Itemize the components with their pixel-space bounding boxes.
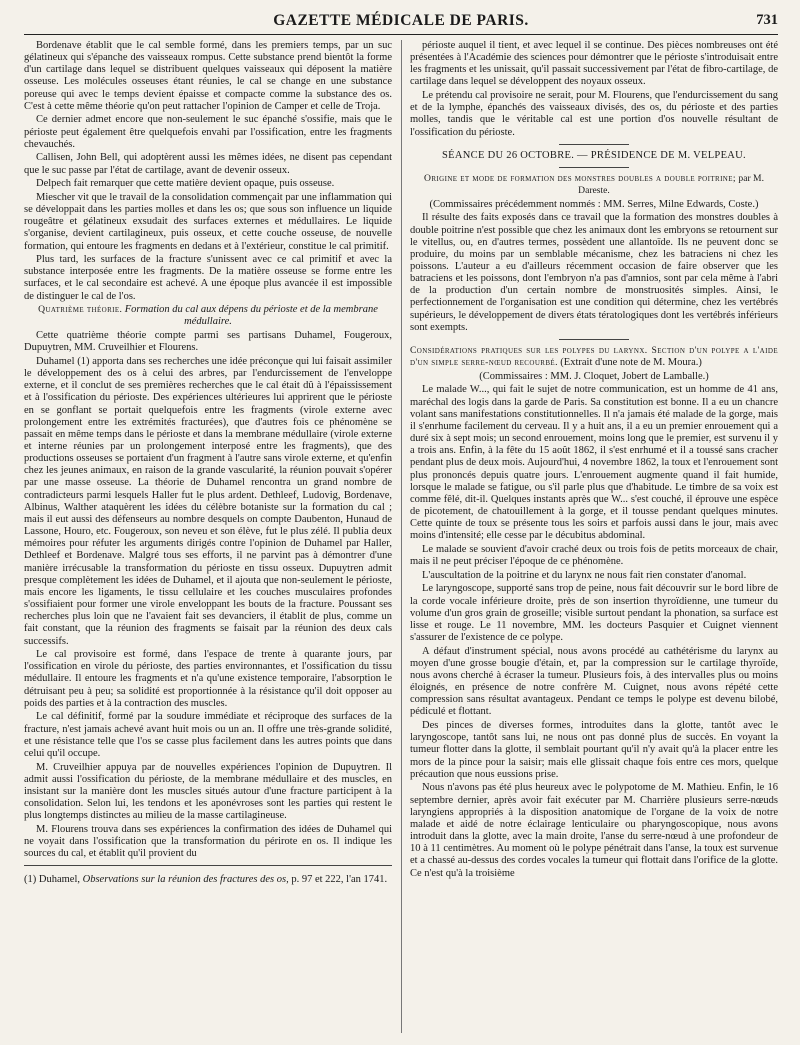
left-column — [24, 40, 392, 1045]
paragraph: Plus tard, les surfaces de la fracture s'unissent avec ce cal primitif et avec la substance interposée entre les fragments. De la matière osseuse se forme entre les surfaces, et le cal secondaire est achevé. A une époque plus avancée il est impossible de distinguer le cal de l'os. — [24, 254, 392, 302]
section-heading-caps: Quatrième théorie. — [38, 304, 123, 316]
page-number: 731 — [756, 12, 778, 28]
article-author: par M. Dareste. — [578, 172, 764, 197]
section-rule — [559, 167, 629, 168]
paragraph: Nous n'avons pas été plus heureux avec le polypotome de M. Mathieu. Enfin, le 16 septembre dernier, après avoir fait exécuter par M. Charrière plusieurs serre-nœuds laryngiens appropriés à la disposition anatomique de l'organe de la voix de notre malade et aidé de notre éclairage lenticulaire ou pharyngoscopique, nous avons introduit dans la glotte, avec la main droite, l'anse du serre-nœud à une profondeur de 10 à 11 centimètres. Au moment où le polype pénétrait dans l'anse, la toux est survenue et a chassé au-dessus des cordes vocales la tumeur qui flottait dans l'orifice de la glotte. Ce n'est qu'à la troisième — [410, 782, 778, 879]
footnote-rule — [24, 865, 392, 866]
article-title — [410, 173, 778, 197]
right-column — [410, 40, 778, 1045]
section-rule — [559, 144, 629, 145]
paragraph: M. Flourens trouva dans ses expériences la confirmation des idées de Duhamel qui ne voyait dans l'ossification que la transformation du périrote en os. Il indique les sources du cal, et établit qu'il provient du — [24, 823, 392, 860]
section-heading-italic: Formation du cal aux dépens du périoste et de la membrane médullaire. — [124, 304, 378, 328]
paragraph: Le cal définitif, formé par la soudure immédiate et réciproque des surfaces de la fracture, n'est jamais achevé avant huit mois ou un an. Il offre une très-grande solidité, et une résistance telle que l'os se casse plus facilement dans les autres points que dans celui qu'il occupe. — [24, 711, 392, 759]
seance-heading: SÉANCE DU 26 OCTOBRE. — PRÉSIDENCE DE M. VELPEAU. — [442, 149, 746, 161]
paragraph: Ce dernier admet encore que non-seulement le suc épanché s'ossifie, mais que le périoste peut également être quelquefois envahi par l'ossification, entre les fragments chevauchés. — [24, 114, 392, 150]
footnote-title: Observations sur la réunion des fractures des os, — [82, 874, 289, 886]
paragraph: Le malade se souvient d'avoir craché deux ou trois fois de petits morceaux de chair, mais il ne peut préciser l'époque de ce phénomène. — [410, 543, 778, 568]
paragraph: périoste auquel il tient, et avec lequel il se continue. Des pièces nombreuses ont été présentées à l'Académie des sciences pour démontrer que le périoste s'introduisait entre les fragments et les unissait, qu'il passait successivement par l'état de fibro-cartilage, de cartilage dans lequel se développent des noyaux osseux. — [410, 40, 778, 88]
paragraph: Miescher vit que le travail de la consolidation commençait par une inflammation qui se développait dans les parties molles et dans les os; que sous son influence un liquide rougeâtre et gélatineux exsudait des surfaces externes et médullaires. Le liquide s'organise, devient cartilagineux, puis osseux, et cette couche osseuse, de nouvelle formation, qui entoure les fragments en dedans et à l'extérieur, constitue le cal primitif. — [24, 191, 392, 252]
paragraph: Bordenave établit que le cal semble formé, dans les premiers temps, par un suc gélatineux qui s'épanche des vaisseaux rompus. Cette substance prend bientôt la forme d'un cartilage dans lequel se distribuent quelques vaisseaux qui déposent la matière osseuse. Les molécules osseuses étant réunies, le cal se change en une substance poreuse qui avec le temps devient épaisse et compacte comme la substance des os. C'est à cette même théorie qu'on peut rattacher l'opinion de Camper et celle de Troja. — [24, 40, 392, 112]
paragraph: Le prétendu cal provisoire ne serait, pour M. Flourens, que l'endurcissement du sang et de la lymphe, épanchés des vaisseaux divisés, des os, du périoste et des parties molles, tandis que le véritable cal est une portion d'os nouvelle résultant de l'ossification du périoste. — [410, 90, 778, 138]
paragraph: Le cal provisoire est formé, dans l'espace de trente à quarante jours, par l'ossification en virole du périoste, des parties environnantes, et l'ossification du tissu médullaire. Il entoure les fragments et n'a qu'une existence temporaire, l'absorption le détruisant peu à peu; sa solidité est proportionnée à la résistance qu'il doit opposer au poids des parties et à la contraction des muscles. — [24, 649, 392, 709]
article-title-tail: (Extrait d'une note de M. Moura.) — [560, 357, 702, 369]
article-title — [410, 345, 778, 369]
paragraph: Callisen, John Bell, qui adoptèrent aussi les mêmes idées, ne disent pas cependant que le suc passe par l'état de cartilage, avant de devenir osseux. — [24, 152, 392, 176]
commission-note: (Commissaires précédemment nommés : MM. Serres, Milne Edwards, Coste.) — [429, 198, 759, 210]
paragraph: Delpech fait remarquer que cette matière devient opaque, puis osseuse. — [36, 178, 335, 190]
footnote-prefix: (1) Duhamel, — [24, 874, 80, 886]
footnote — [24, 874, 392, 887]
paragraph: Duhamel (1) apporta dans ses recherches une idée préconçue qui lui faisait assimiler le développement des os à celui des arbres, par l'endurcissement de l'enveloppe externe, et il conclut de ses premières recherches que le cal était dû à l'épaississement et à l'ossification du périoste. Des expériences ultérieures lui apprirent que le périoste en se gonflant se portait quelquefois entre les fragments (virole externe avec prolongement entre les extrémités fracturées), que d'autres fois ce phénomène se passait en même temps dans le périoste et dans la membrane médullaire (virole externe et interne réunies par un prolongement interposé entre les fragments), que des productions osseuses se portaient d'un fragment à l'autre sans virole externe, et qu'enfin chez les jeunes animaux, en raison de la grande vascularité, la réunion pouvait s'opérer par une masse osseuse. La théorie de Duhamel rencontra un grand nombre de contradicteurs parmi lesquels Haller fut le plus ardent. Dethleef, Ludovig, Bordenave, Albinus, Walther ataquèrent les idées du célèbre botaniste sur la formation du cal ; mais il eut aussi des défenseurs au nombre desquels on compte Daubenton, Hunaud de Lassone, Houro, etc. Fougeroux, son neveu et son élève, fut le plus zélé. Il publia deux mémoires pour réfuter les arguments dirigés contre l'opinion de Duhamel par Haller, Dethleef et Bordenave. Malgré tous ses efforts, il ne parvint pas à démontrer d'une manière irrécusable la transformation du périoste en tissu osseux. Dupuytren admit presque complètement les idées de Duhamel, et il ajouta que non-seulement le périoste, mais encore les ligaments, le tissu cellulaire et les couches musculaires profondes s'ossifiaient pour former une virole enveloppant les bouts de la fracture. Poussant ses recherches plus loin que ne l'avaient fait ses devanciers, il établit de plus, comme un fait constant, que la réunion des fragments se faisait par la réunion des deux cals successifs. — [24, 355, 392, 647]
commission-note: (Commissaires : MM. J. Cloquet, Jobert de Lamballe.) — [479, 370, 709, 382]
section-heading — [24, 304, 392, 328]
paragraph: M. Cruveilhier appuya par de nouvelles expériences l'opinion de Dupuytren. Il admit aussi l'ossification du périoste, de la membrane médullaire et des muscles, en insistant sur la manière dont les muscles situés autour d'une fracture participent à la consolidation. Selon lui, les tendons et les aponévroses sont les parties qui restent le plus longtemps distinctes au milieu de la masse cartilagineuse. — [24, 761, 392, 822]
paragraph: Cette quatrième théorie compte parmi ses partisans Duhamel, Fougeroux, Dupuytren, MM. Cruveilhier et Flourens. — [24, 330, 392, 354]
footnote-suffix: p. 97 et 222, l'an 1741. — [291, 874, 388, 886]
section-rule — [559, 339, 629, 340]
article-title-caps: Origine et mode de formation des monstres doubles a double poitrine; — [424, 172, 736, 184]
paragraph: Des pinces de diverses formes, introduites dans la glotte, tantôt avec le laryngoscope, tantôt sans lui, ne nous ont pas donné plus de succès. En voyant la tumeur flotter dans la glotte, il semblait pourtant qu'il n'y avait qu'à la placer entre les mors de la pince pour la saisir; mais elle glissait chaque fois entre ces mors, quelque précaution que nous eussions prise. — [410, 720, 778, 780]
article-title-caps: Considérations pratiques sur les polypes du larynx. Section d'un polype a l'aide d'un simple serre-nœud recourbé. — [410, 344, 778, 369]
paragraph: L'auscultation de la poitrine et du larynx ne nous fait rien constater d'anomal. — [422, 569, 747, 581]
page-header — [24, 10, 778, 35]
journal-title: GAZETTE MÉDICALE DE PARIS. — [273, 12, 529, 29]
paragraph: Le malade W..., qui fait le sujet de notre communication, est un homme de 41 ans, maréchal des logis dans la garde de Paris. Sa constitution est bonne. Il a eu un chancre volant sans manifestations constitutionnelles. Il n'a jamais été malade de la gorge, mais il s'enrhume facilement du cerveau. Il y a huit ans, il a eu un premier enrouement qui a duré six à sept mois; un second enrouement, moins long que le premier, est survenu il y a trois ans. Enfin, à la fête du 15 août 1862, il s'est enrhumé et il a toussé sans cracher pendant plus de deux mois. Aujourd'hui, 4 novembre 1862, la toux et l'enrouement sont plus prononcés depuis quatre jours. L'enrouement augmente quand il fait humide, lorsque le malade se fatigue, ou s'il parle plus que d'habitude. Le timbre de sa voix est comme fêlé, dit-il. Quelques instants après que W... s'est couché, il éprouve une espèce de picotement, de chatouillement à la gorge, et il tousse pendant quelques minutes. Cette quinte de toux se présente tous les soirs et parfois aussi dans le jour, mais avec moins d'intensité; elle cesse par le décubitus abdominal. — [410, 384, 778, 542]
paragraph: A défaut d'instrument spécial, nous avons procédé au cathétérisme du larynx au moyen d'une grosse bougie d'étain, et, par la compression sur le cartilage thyroïde, nous avons cherché à écraser la tumeur. Plusieurs fois, à des intervalles plus ou moins éloignés, en présence de notre confrère M. Cuignet, nous avons répété cette compression sans résultat avantageux. Pendant ce temps le polype est devenu bilobé, pédiculé et flottant. — [410, 645, 778, 718]
paragraph: Le laryngoscope, supporté sans trop de peine, nous fait découvrir sur le bord libre de la corde vocale inférieure droite, près de son insertion thyroïdienne, une tumeur du volume d'un gros grain de groseille; visible surtout pendant la phonation, sa surface est lisse et rouge. Le 11 novembre, MM. les docteurs Pasquier et Cuignet viennent s'assurer de l'existence de ce polype. — [410, 583, 778, 644]
paragraph: Il résulte des faits exposés dans ce travail que la formation des monstres doubles à double poitrine n'est possible que chez les animaux dont les embryons se retournent sur le vitellus, ou, en d'autres termes, possèdent une allantoïde. Ils ne peuvent donc se produire, du moins par un semblable mécanisme, chez les batraciens ni chez les poissons. L'auteur a eu d'ailleurs récemment occasion de faire observer que les batraciens et les poissons, dont l'embryon n'a pas d'amnios, sont par cela même à l'abri de la production d'un certain nombre de monstruosités simples. Ainsi, le perfectionnement de l'organisation est une condition qui détermine, chez les vertébrés supérieurs, le développement de divers états tératologiques dont les vertébrés inférieurs sont exempts. — [410, 212, 778, 333]
